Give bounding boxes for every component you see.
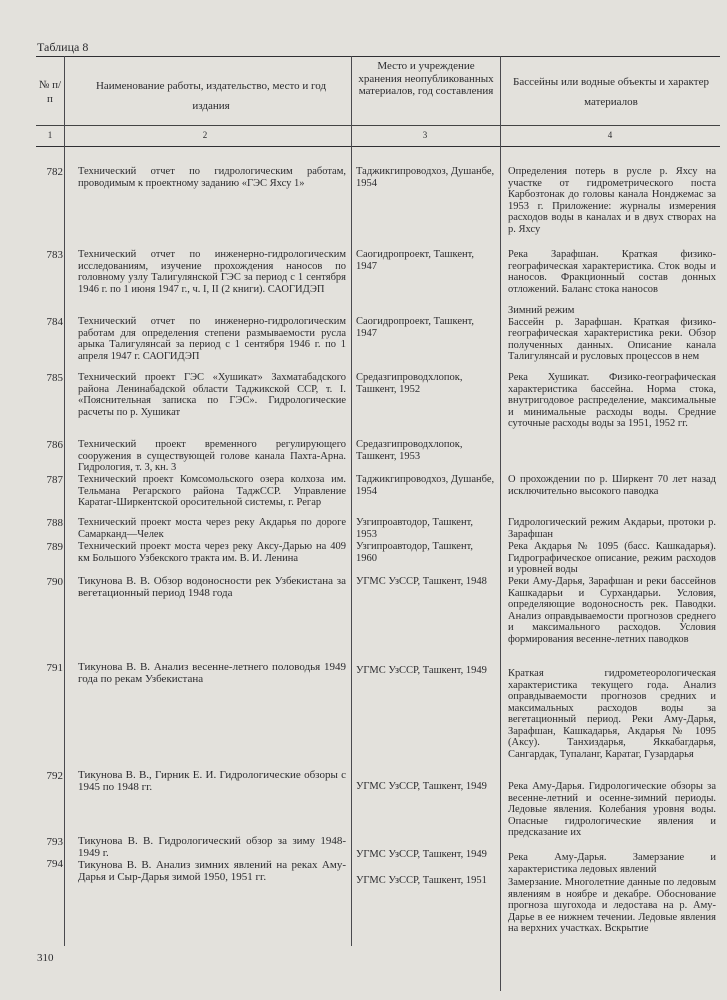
column-divider-3 <box>500 56 501 991</box>
row-place: УГМС УзССР, Ташкент, 1949 <box>356 849 487 860</box>
row-number: 789 <box>46 541 63 553</box>
row-description: Река Акдарья № 1095 (басс. Кашкадарья). Гидрографическое описание, режим расходов и уровней воды <box>508 541 716 575</box>
row-number: 785 <box>46 372 63 384</box>
row-place: Саогидропроект, Ташкент, 1947 <box>356 249 475 272</box>
row-title: Технический отчет по инженерно-гидрологическим исследованиям, изучение прохождения наносов по головному узлу Талигулянской ГЭС за период с 1 сентября 1946 г. по 1 июня 1947 г., ч. I, II (2 книги). САОГИДЭП <box>78 249 346 295</box>
col-number-2: 2 <box>202 130 208 140</box>
row-number: 783 <box>46 249 63 261</box>
row-title: Технический проект временного регулирующего сооружения в существующей голове канала Пахта-Арна. Гидрология, т. 3, кн. 3 <box>78 439 346 473</box>
page-number: 310 <box>37 952 54 964</box>
row-number: 794 <box>46 858 63 870</box>
row-title: Технический отчет по инженерно-гидрологическим работам для определения степени размываемости русла арыка Талигулянсай за период с 1 сентября 1946 г. по 1 апреля 1947 г. САОГИДЭП <box>78 316 346 362</box>
row-title: Тикунова В. В. Обзор водоносности рек Узбекистана за вегетационный период 1948 года <box>78 575 346 599</box>
row-description: Гидрологический режим Акдарьи, протоки р. Зарафшан <box>508 517 716 540</box>
col-number-4: 4 <box>607 130 613 140</box>
row-place: Саогидропроект, Ташкент, 1947 <box>356 316 475 339</box>
row-number: 791 <box>46 662 63 674</box>
row-title: Технический отчет по гидрологическим работам, проводимым к проектному заданию «ГЭС Яхсу 1» <box>78 166 346 189</box>
header-bottom-rule <box>36 146 720 147</box>
row-number: 790 <box>46 576 63 588</box>
header-col-storage: Место и учреждение хранения неопубликованных материалов, год составления <box>358 60 494 97</box>
row-number: 787 <box>46 474 63 486</box>
header-col-basins: Бассейны или водные объекты и характер материалов <box>513 76 709 108</box>
row-description: Замерзание. Многолетние данные по ледовым явлениям в ноябре и декабре. Обоснование прогноза шугохода и ледостава на р. Аму-Дарье в ее нижнем течении. Ледовые явления на верхних участках. Вскрытие <box>508 877 716 934</box>
column-divider-1 <box>64 56 65 946</box>
row-number: 782 <box>46 166 63 178</box>
row-description: О прохождении по р. Ширкент 70 лет назад исключительно высокого паводка <box>508 474 716 497</box>
header-col-title: Наименование работы, издательство, место и год издания <box>95 80 327 112</box>
row-description: Река Хушикат. Физико-географическая характеристика бассейна. Норма стока, внутригодовое распределение, максимальные и минимальные расходы воды. Средние суточные расходы воды за 1951, 1952 гг. <box>508 372 716 429</box>
column-divider-2 <box>351 56 352 946</box>
row-description: Реки Аму-Дарья, Зарафшан и реки бассейнов Кашкадарьи и Сурхандарьи. Условия, определяющие водоносность рек. Паводки. Анализ оправдываемости прогнозов среднего и максимального расходов. Условия формирования весенне-летних паводков <box>508 576 716 645</box>
row-description: Река Зарафшан. Краткая физико-географическая характеристика. Сток воды и наносов. Фракционный состав донных отложений. Баланс стока наносов <box>508 249 716 295</box>
row-place: Таджикгипроводхоз, Душанбе, 1954 <box>356 474 495 497</box>
row-description: Река Аму-Дарья. Гидрологические обзоры за весенне-летний и осенне-зимний периоды. Ледовые явления. Колебания уровня воды. Опасные гидрологические явления и предсказание их <box>508 781 716 838</box>
row-place: УГМС УзССР, Ташкент, 1949 <box>356 665 487 676</box>
row-description: Краткая гидрометеорологическая характеристика текущего года. Анализ оправдываемости прогнозов средних и максимальных расходов воды за вегетационный период. Реки Аму-Дарья, Зарафшан, Кашкадарья, Акдарья № 1095 (Аксу). Танхиздарья, Яккабагдарья, Сангардак, Тупаланг, Каратаг, Гузардарья <box>508 668 716 760</box>
row-description: Река Аму-Дарья. Замерзание и характеристика ледовых явлений <box>508 852 716 875</box>
row-place: Средазгипроводхлопок, Ташкент, 1953 <box>356 439 463 462</box>
row-place: УГМС УзССР, Ташкент, 1951 <box>356 875 487 886</box>
row-title: Технический проект ГЭС «Хушикат» Захматабадского района Ленинабадской области Таджикской ССР, т. I. «Пояснительная записка по ГЭС». Гидрологические расчеты по р. Хушикат <box>78 372 346 418</box>
row-place: УГМС УзССР, Ташкент, 1948 <box>356 576 487 587</box>
row-title: Технический проект Комсомольского озера колхоза им. Тельмана Регарского района ТаджССР. Управление Каратаг-Ширкентской оросительной системы, г. Регар <box>78 474 346 508</box>
row-title: Тикунова В. В. Гидрологический обзор за зиму 1948-1949 г. <box>78 835 346 859</box>
col-number-1: 1 <box>47 130 53 140</box>
row-title: Тикунова В. В. Анализ зимних явлений на реках Аму-Дарья и Сыр-Дарья зимой 1950, 1951 гг. <box>78 859 346 883</box>
row-number: 793 <box>46 836 63 848</box>
row-place: Узгипроавтодор, Ташкент, 1953 <box>356 517 473 540</box>
row-place: УГМС УзССР, Ташкент, 1949 <box>356 781 487 792</box>
row-place: Узгипроавтодор, Ташкент, 1960 <box>356 541 473 564</box>
table-title: Таблица 8 <box>37 40 89 54</box>
row-number: 792 <box>46 770 63 782</box>
row-place: Таджикгипроводхоз, Душанбе, 1954 <box>356 166 495 189</box>
col-number-3: 3 <box>422 130 428 140</box>
row-title: Технический проект моста через реку Аксу-Дарью на 409 км Большого Узбекского тракта им. В. И. Ленина <box>78 541 346 564</box>
row-description: Определения потерь в русле р. Яхсу на участке от гидрометрического поста Карбозтонак до головы канала Нонджемас за 1953 г. Приложение: журналы измерения расходов воды в каналах и в двух створах на р. Яхсу <box>508 166 716 235</box>
row-number: 784 <box>46 316 63 328</box>
row-title: Тикунова В. В., Гирник Е. И. Гидрологические обзоры с 1945 по 1948 гг. <box>78 769 346 793</box>
header-col-number: № п/п <box>38 79 62 105</box>
header-numbers-rule <box>36 125 720 126</box>
header-top-rule <box>36 56 720 57</box>
row-description: Зимний режим Бассейн р. Зарафшан. Краткая физико-географическая характеристика реки. Обзор полученных данных. Описание канала Талигулянсай и русловых процессов в нем <box>508 305 716 362</box>
row-number: 788 <box>46 517 63 529</box>
row-place: Средазгипроводхлопок, Ташкент, 1952 <box>356 372 463 395</box>
row-title: Технический проект моста через реку Акдарья по дороге Самарканд—Челек <box>78 517 346 540</box>
row-number: 786 <box>46 439 63 451</box>
row-title: Тикунова В. В. Анализ весенне-летнего половодья 1949 года по рекам Узбекистана <box>78 661 346 685</box>
